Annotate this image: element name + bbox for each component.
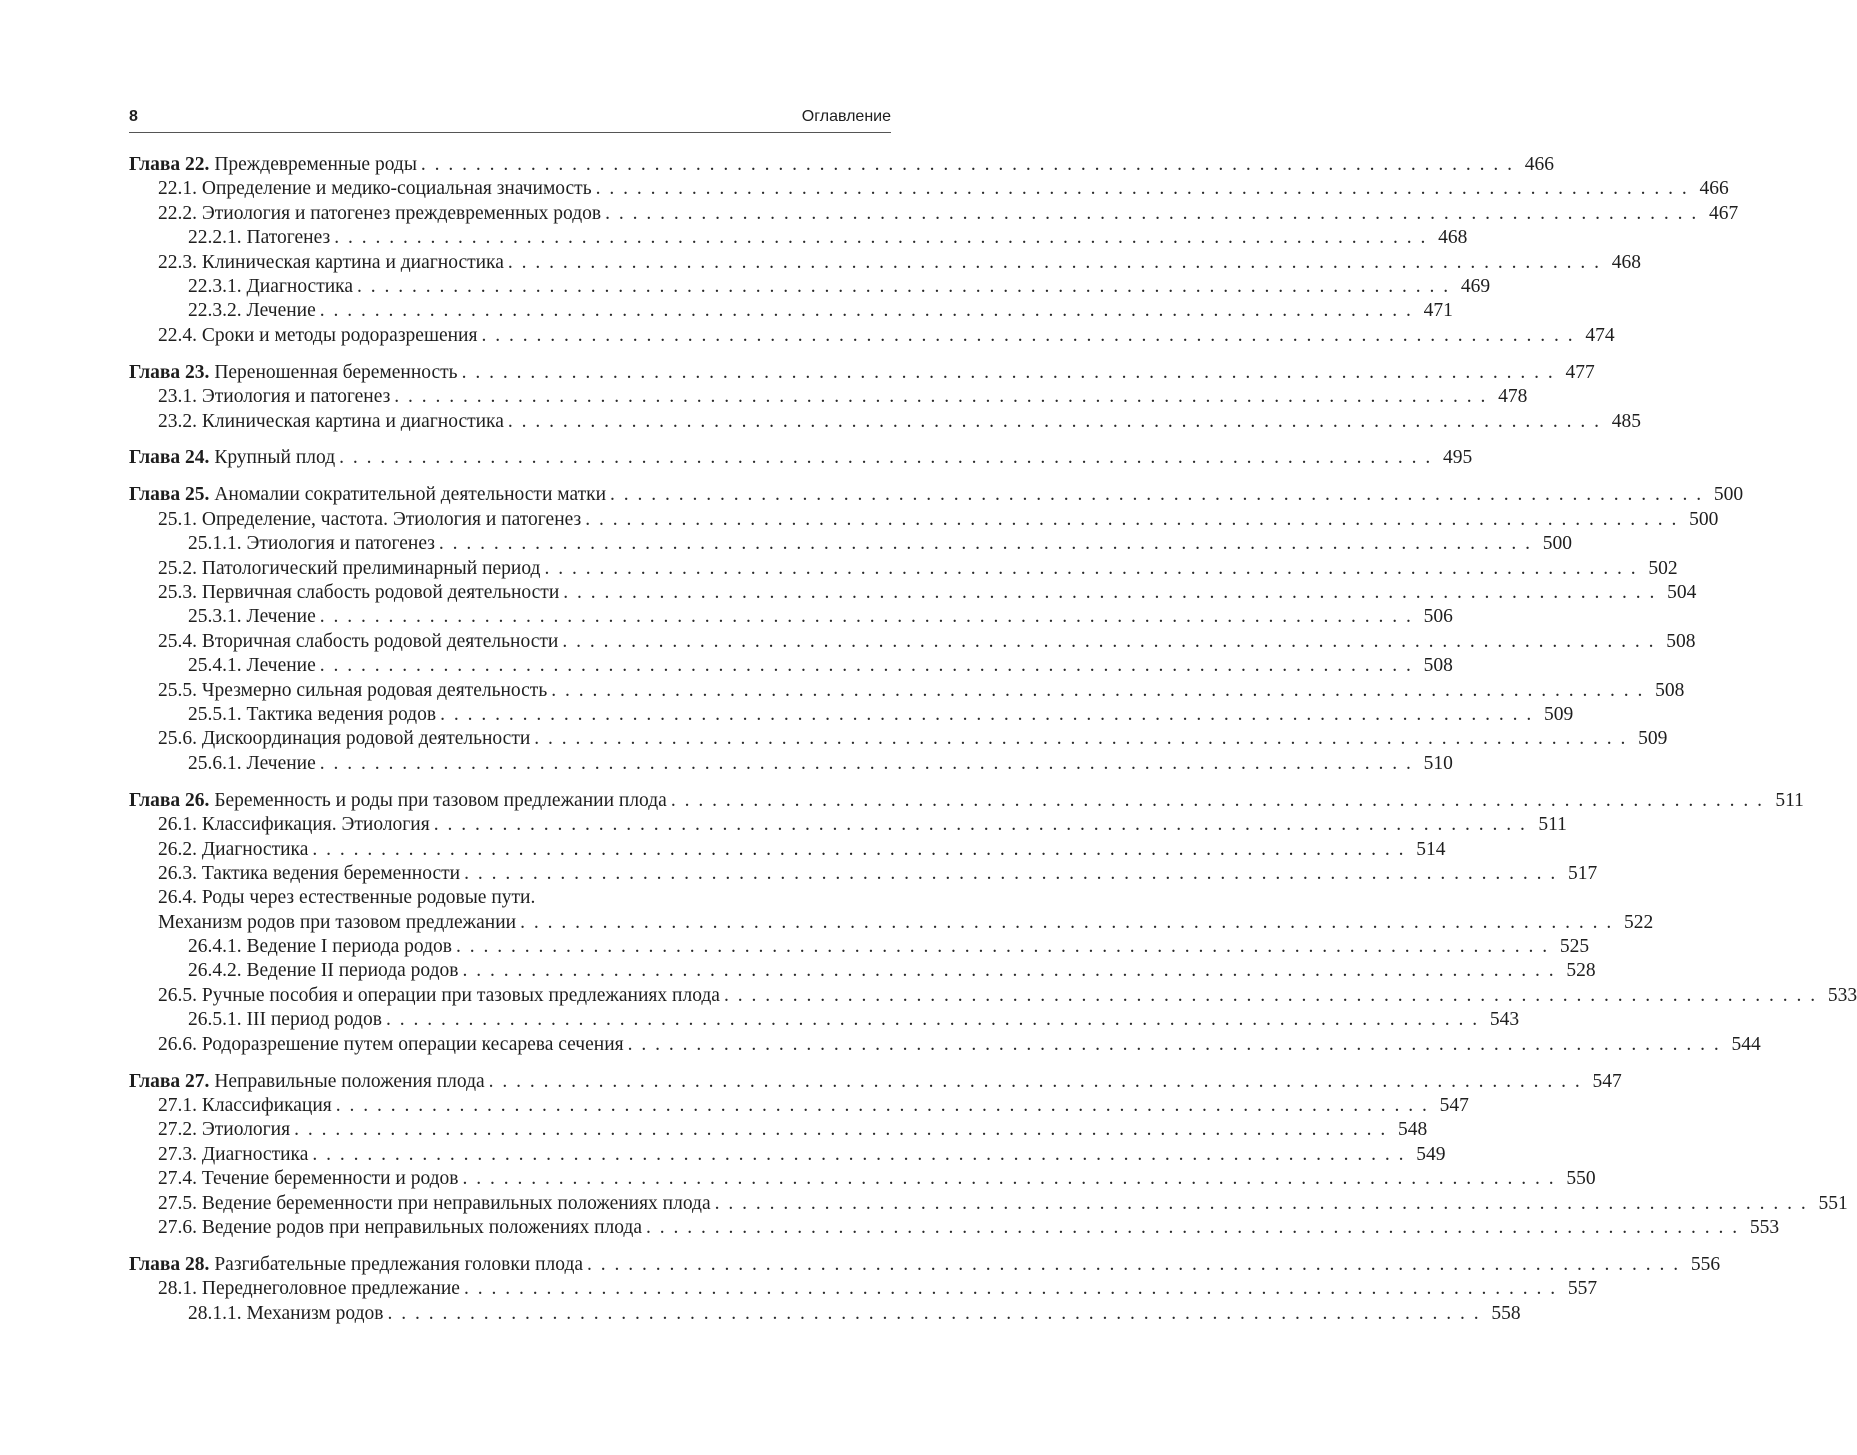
chapter-label: Глава 26. xyxy=(129,789,210,811)
toc-entry-title xyxy=(188,935,452,959)
toc-chapter-entry[interactable] xyxy=(129,153,1555,177)
entry-title-text: 27.4. Течение беременности и родов xyxy=(158,1168,459,1190)
toc-entry-title xyxy=(188,752,316,776)
toc-chapter-entry[interactable] xyxy=(129,361,1595,385)
entry-title-text: 22.4. Сроки и методы родоразрешения xyxy=(158,324,478,346)
chapter-label: Глава 25. xyxy=(129,484,210,506)
toc-entry-title xyxy=(158,813,430,837)
toc-entry-title xyxy=(129,789,667,813)
toc-entry-title xyxy=(158,838,308,862)
toc-section-entry[interactable] xyxy=(129,752,1453,776)
page-ref: 528 xyxy=(1566,960,1596,982)
page-ref: 508 xyxy=(1423,655,1453,677)
dot-leader: . . . . . . . . . . . . . . . . . . . . . . . . . . . . . . . . . . . . . . . . . . . . . . . . . . . . . . . . . . . . . . . . . . . . . . . . . . . . . . . . xyxy=(551,679,1645,701)
dot-leader: . . . . . . . . . . . . . . . . . . . . . . . . . . . . . . . . . . . . . . . . . . . . . . . . . . . . . . . . . . . . . . . . . . . . . . . . . . . . . . . . xyxy=(714,1192,1808,1214)
toc-section-entry[interactable] xyxy=(129,862,1598,886)
dot-leader: . . . . . . . . . . . . . . . . . . . . . . . . . . . . . . . . . . . . . . . . . . . . . . . . . . . . . . . . . . . . . . . . . . . . . . . . . . . . . . . . xyxy=(334,227,1428,249)
dot-leader: . . . . . . . . . . . . . . . . . . . . . . . . . . . . . . . . . . . . . . . . . . . . . . . . . . . . . . . . . . . . . . . . . . . . . . . . . . . . . . . . xyxy=(433,814,1527,836)
dot-leader: . . . . . . . . . . . . . . . . . . . . . . . . . . . . . . . . . . . . . . . . . . . . . . . . . . . . . . . . . . . . . . . . . . . . . . . . . . . . . . . . xyxy=(605,202,1699,224)
toc-entry-title xyxy=(158,1143,308,1167)
toc-entry-title xyxy=(129,153,417,177)
page-ref: 471 xyxy=(1423,300,1453,322)
dot-leader: . . . . . . . . . . . . . . . . . . . . . . . . . . . . . . . . . . . . . . . . . . . . . . . . . . . . . . . . . . . . . . . . . . . . . . . . . . . . . . . . xyxy=(294,1119,1388,1141)
toc-section-entry[interactable] xyxy=(129,177,1729,201)
dot-leader: . . . . . . . . . . . . . . . . . . . . . . . . . . . . . . . . . . . . . . . . . . . . . . . . . . . . . . . . . . . . . . . . . . . . . . . . . . . . . . . . xyxy=(488,1070,1582,1092)
entry-title-text: 26.4. Роды через естественные родовые пути. xyxy=(158,887,536,909)
page-ref: 508 xyxy=(1655,679,1685,701)
toc-section-entry[interactable] xyxy=(129,1216,1780,1240)
dot-leader: . . . . . . . . . . . . . . . . . . . . . . . . . . . . . . . . . . . . . . . . . . . . . . . . . . . . . . . . . . . . . . . . . . . . . . . . . . . . . . . . xyxy=(534,728,1628,750)
entry-title-text: 27.3. Диагностика xyxy=(158,1143,309,1165)
toc-entry-title xyxy=(158,1167,459,1191)
chapter-label: Глава 27. xyxy=(129,1070,210,1092)
toc-entry-title xyxy=(129,446,335,470)
dot-leader: . . . . . . . . . . . . . . . . . . . . . . . . . . . . . . . . . . . . . . . . . . . . . . . . . . . . . . . . . . . . . . . . . . . . . . . . . . . . . . . . xyxy=(585,508,1679,530)
page-ref: 466 xyxy=(1699,178,1729,200)
toc-entry-title xyxy=(188,654,316,678)
page-ref: 556 xyxy=(1690,1253,1721,1275)
entry-title-text: 26.2. Диагностика xyxy=(158,838,309,860)
dot-leader: . . . . . . . . . . . . . . . . . . . . . . . . . . . . . . . . . . . . . . . . . . . . . . . . . . . . . . . . . . . . . . . . . . . . . . . . . . . . . . . . xyxy=(339,447,1433,469)
toc-entry-title xyxy=(158,202,601,226)
toc-section-entry[interactable] xyxy=(129,202,1739,226)
toc-section-entry[interactable] xyxy=(129,959,1596,983)
toc-entry-title xyxy=(188,532,435,556)
toc-section-entry[interactable] xyxy=(129,1192,1848,1216)
toc-entry-title xyxy=(158,410,504,434)
dot-leader: . . . . . . . . . . . . . . . . . . . . . . . . . . . . . . . . . . . . . . . . . . . . . . . . . . . . . . . . . . . . . . . . . . . . . . . . . . . . . . . . xyxy=(319,655,1413,677)
dot-leader: . . . . . . . . . . . . . . . . . . . . . . . . . . . . . . . . . . . . . . . . . . . . . . . . . . . . . . . . . . . . . . . . . . . . . . . . . . . . . . . . xyxy=(312,1143,1406,1165)
page-ref: 478 xyxy=(1498,386,1528,408)
dot-leader: . . . . . . . . . . . . . . . . . . . . . . . . . . . . . . . . . . . . . . . . . . . . . . . . . . . . . . . . . . . . . . . . . . . . . . . . . . . . . . . . xyxy=(394,386,1488,408)
toc-entry-title xyxy=(188,703,436,727)
toc-entry-title xyxy=(188,226,330,250)
toc-entry-title xyxy=(158,557,540,581)
entry-title-text: 23.1. Этиология и патогенез xyxy=(158,386,391,408)
page-header xyxy=(129,106,891,133)
toc-section-entry[interactable] xyxy=(129,557,1678,581)
toc-section-entry[interactable] xyxy=(129,813,1567,837)
entry-title-text: 27.5. Ведение беременности при неправильных положениях плода xyxy=(158,1192,711,1214)
entry-title-text: 25.6.1. Лечение xyxy=(188,752,316,774)
entry-title-text: 25.2. Патологический прелиминарный период xyxy=(158,557,541,579)
page-ref: 495 xyxy=(1443,447,1473,469)
page-ref: 550 xyxy=(1566,1168,1596,1190)
page-ref: 469 xyxy=(1460,275,1491,297)
page-ref: 502 xyxy=(1648,557,1678,579)
dot-leader: . . . . . . . . . . . . . . . . . . . . . . . . . . . . . . . . . . . . . . . . . . . . . . . . . . . . . . . . . . . . . . . . . . . . . . . . . . . . . . . . xyxy=(385,1009,1480,1031)
toc-section-entry[interactable] xyxy=(129,299,1453,323)
entry-title-text: Неправильные положения плода xyxy=(214,1070,485,1092)
page-ref: 514 xyxy=(1416,838,1446,860)
entry-title-text: 25.1. Определение, частота. Этиология и патогенез xyxy=(158,508,582,530)
toc-section-entry[interactable] xyxy=(129,532,1573,556)
page-ref: 509 xyxy=(1543,703,1574,725)
page-ref: 468 xyxy=(1438,227,1468,249)
page-ref: 557 xyxy=(1567,1278,1598,1300)
dot-leader: . . . . . . . . . . . . . . . . . . . . . . . . . . . . . . . . . . . . . . . . . . . . . . . . . . . . . . . . . . . . . . . . . . . . . . . . . . . . . . . . xyxy=(595,178,1689,200)
page-ref: 485 xyxy=(1611,410,1642,432)
page-ref: 549 xyxy=(1416,1143,1446,1165)
entry-title-text: Переношенная беременность xyxy=(214,361,458,383)
page-ref: 500 xyxy=(1689,508,1719,530)
dot-leader: . . . . . . . . . . . . . . . . . . . . . . . . . . . . . . . . . . . . . . . . . . . . . . . . . . . . . . . . . . . . . . . . . . . . . . . . . . . . . . . . xyxy=(627,1033,1721,1055)
entry-title-text: Аномалии сократительной деятельности матки xyxy=(214,484,607,506)
page-ref: 510 xyxy=(1423,752,1453,774)
page-ref: 544 xyxy=(1731,1033,1761,1055)
toc-section-entry[interactable] xyxy=(129,251,1642,275)
dot-leader: . . . . . . . . . . . . . . . . . . . . . . . . . . . . . . . . . . . . . . . . . . . . . . . . . . . . . . . . . . . . . . . . . . . . . . . . . . . . . . . . xyxy=(438,533,1533,555)
dot-leader: . . . . . . . . . . . . . . . . . . . . . . . . . . . . . . . . . . . . . . . . . . . . . . . . . . . . . . . . . . . . . . . . . . . . . . . . . . . . . . . . xyxy=(335,1095,1429,1117)
entry-title-text: 22.2. Этиология и патогенез преждевременных родов xyxy=(158,202,602,224)
toc-entry-title xyxy=(158,984,720,1008)
toc-section-entry[interactable] xyxy=(129,508,1719,532)
toc-entry-title xyxy=(158,1118,290,1142)
toc-section-entry[interactable] xyxy=(129,679,1685,703)
entry-title-text: 26.1. Классификация. Этиология xyxy=(158,814,430,836)
toc-entry-title xyxy=(158,886,535,910)
page-ref: 543 xyxy=(1489,1009,1520,1031)
page-ref: 511 xyxy=(1538,814,1567,836)
page-ref: 506 xyxy=(1423,606,1453,628)
toc-chapter-entry[interactable] xyxy=(129,1070,1622,1094)
dot-leader: . . . . . . . . . . . . . . . . . . . . . . . . . . . . . . . . . . . . . . . . . . . . . . . . . . . . . . . . . . . . . . . . . . . . . . . . . . . . . . . . xyxy=(723,984,1818,1006)
entry-title-text: Преждевременные роды xyxy=(214,154,417,175)
dot-leader: . . . . . . . . . . . . . . . . . . . . . . . . . . . . . . . . . . . . . . . . . . . . . . . . . . . . . . . . . . . . . . . . . . . . . . . . . . . . . . . . xyxy=(610,484,1704,506)
page-ref: 477 xyxy=(1565,361,1595,383)
toc-section-entry[interactable] xyxy=(129,703,1574,727)
page-ref: 508 xyxy=(1666,630,1696,652)
toc-entry-title xyxy=(158,324,477,348)
page-ref: 468 xyxy=(1611,251,1642,273)
toc-entry-title xyxy=(158,385,390,409)
entry-title-text: Беременность и роды при тазовом предлежании плода xyxy=(214,789,667,811)
toc-entry-title xyxy=(158,1094,332,1118)
toc-entry-title xyxy=(158,1216,642,1240)
dot-leader: . . . . . . . . . . . . . . . . . . . . . . . . . . . . . . . . . . . . . . . . . . . . . . . . . . . . . . . . . . . . . . . . . . . . . . . . . . . . . . . . xyxy=(544,557,1638,579)
toc-section-entry[interactable] xyxy=(129,1143,1446,1167)
dot-leader: . . . . . . . . . . . . . . . . . . . . . . . . . . . . . . . . . . . . . . . . . . . . . . . . . . . . . . . . . . . . . . . . . . . . . . . . . . . . . . . . xyxy=(440,703,1534,725)
dot-leader: . . . . . . . . . . . . . . . . . . . . . . . . . . . . . . . . . . . . . . . . . . . . . . . . . . . . . . . . . . . . . . . . . . . . . . . . . . . . . . . . xyxy=(387,1302,1481,1324)
toc-entry-title xyxy=(129,1070,485,1094)
page-ref: 533 xyxy=(1827,984,1857,1006)
entry-title-text: 23.2. Клиническая картина и диагностика xyxy=(158,410,504,432)
dot-leader: . . . . . . . . . . . . . . . . . . . . . . . . . . . . . . . . . . . . . . . . . . . . . . . . . . . . . . . . . . . . . . . . . . . . . . . . . . . . . . . . xyxy=(646,1216,1740,1238)
page-ref: 522 xyxy=(1623,911,1654,933)
toc-entry-title xyxy=(129,1253,583,1277)
entry-title-text: 22.3. Клиническая картина и диагностика xyxy=(158,251,504,273)
toc-entry-title xyxy=(158,581,559,605)
entry-title-text: 25.4. Вторичная слабость родовой деятельности xyxy=(158,630,559,652)
entry-title-text: 25.4.1. Лечение xyxy=(188,655,316,677)
entry-title-text: 25.5. Чрезмерно сильная родовая деятельность xyxy=(158,679,548,701)
dot-leader: . . . . . . . . . . . . . . . . . . . . . . . . . . . . . . . . . . . . . . . . . . . . . . . . . . . . . . . . . . . . . . . . . . . . . . . . . . . . . . . . xyxy=(461,361,1555,383)
chapter-label: Глава 22. xyxy=(129,154,210,175)
entry-title-text: 25.3. Первичная слабость родовой деятельности xyxy=(158,582,560,604)
toc-entry-title xyxy=(158,1033,624,1057)
toc-section-entry[interactable] xyxy=(129,1033,1761,1057)
toc-entry-title xyxy=(188,275,353,299)
entry-title-text: 27.6. Ведение родов при неправильных положениях плода xyxy=(158,1216,642,1238)
toc-section-entry[interactable] xyxy=(129,935,1590,959)
toc-section-entry[interactable] xyxy=(129,1302,1521,1326)
toc-section-entry[interactable] xyxy=(129,385,1528,409)
toc-entry-title xyxy=(158,177,592,201)
toc-entry-title xyxy=(129,483,606,507)
entry-title-text: 22.2.1. Патогенез xyxy=(188,227,331,249)
toc-section-entry[interactable] xyxy=(129,886,891,910)
toc-section-entry[interactable] xyxy=(129,838,1446,862)
dot-leader: . . . . . . . . . . . . . . . . . . . . . . . . . . . . . . . . . . . . . . . . . . . . . . . . . . . . . . . . . . . . . . . . . . . . . . . . . . . . . . . . xyxy=(507,410,1602,432)
entry-title-text: Механизм родов при тазовом предлежании xyxy=(158,911,517,933)
page-ref: 553 xyxy=(1749,1216,1780,1238)
page-ref: 500 xyxy=(1542,533,1573,555)
dot-leader: . . . . . . . . . . . . . . . . . . . . . . . . . . . . . . . . . . . . . . . . . . . . . . . . . . . . . . . . . . . . . . . . . . . . . . . . . . . . . . . . xyxy=(319,300,1413,322)
toc-chapter-entry[interactable] xyxy=(129,789,1804,813)
page-ref: 547 xyxy=(1439,1095,1469,1117)
page-ref: 511 xyxy=(1775,789,1804,811)
toc-entry-title xyxy=(158,1277,460,1301)
entry-title-text: Разгибательные предлежания головки плода xyxy=(214,1253,584,1275)
page-ref: 500 xyxy=(1713,484,1744,506)
toc-section-entry[interactable] xyxy=(129,1008,1520,1032)
entry-title-text: 26.5.1. III период родов xyxy=(188,1009,382,1031)
chapter-label: Глава 28. xyxy=(129,1253,210,1275)
entry-title-text: 26.4.1. Ведение I периода родов xyxy=(188,936,452,958)
toc-section-entry[interactable] xyxy=(129,727,1668,751)
toc-entry-title xyxy=(188,605,316,629)
page-ref: 548 xyxy=(1397,1119,1428,1141)
toc-section-entry[interactable] xyxy=(129,1118,1428,1142)
toc-chapter-entry[interactable] xyxy=(129,1253,1721,1277)
entry-title-text: 28.1.1. Механизм родов xyxy=(188,1302,384,1324)
toc-entry-title xyxy=(158,679,547,703)
entry-title-text: 22.3.1. Диагностика xyxy=(188,275,354,297)
dot-leader: . . . . . . . . . . . . . . . . . . . . . . . . . . . . . . . . . . . . . . . . . . . . . . . . . . . . . . . . . . . . . . . . . . . . . . . . . . . . . . . . xyxy=(462,960,1556,982)
toc-section-entry[interactable] xyxy=(129,1167,1596,1191)
toc-entry-title xyxy=(188,1008,382,1032)
toc-section-entry[interactable] xyxy=(129,984,1857,1008)
page-ref: 517 xyxy=(1567,862,1598,884)
toc-section-entry[interactable] xyxy=(129,1277,1598,1301)
dot-leader: . . . . . . . . . . . . . . . . . . . . . . . . . . . . . . . . . . . . . . . . . . . . . . . . . . . . . . . . . . . . . . . . . . . . . . . . . . . . . . . . xyxy=(670,789,1764,811)
toc-section-entry[interactable] xyxy=(129,410,1642,434)
toc-entry-title xyxy=(158,727,530,751)
page-ref: 467 xyxy=(1708,202,1739,224)
running-head: Оглавление xyxy=(801,108,891,125)
entry-title-text: 25.5.1. Тактика ведения родов xyxy=(188,703,437,725)
dot-leader: . . . . . . . . . . . . . . . . . . . . . . . . . . . . . . . . . . . . . . . . . . . . . . . . . . . . . . . . . . . . . . . . . . . . . . . . . . . . . . . . xyxy=(312,838,1406,860)
toc-section-entry[interactable] xyxy=(129,630,1696,654)
entry-title-text: Крупный плод xyxy=(214,447,336,469)
toc-section-entry[interactable] xyxy=(129,324,1615,348)
page-ref: 558 xyxy=(1491,1302,1521,1324)
entry-title-text: 22.3.2. Лечение xyxy=(188,300,316,322)
dot-leader: . . . . . . . . . . . . . . . . . . . . . . . . . . . . . . . . . . . . . . . . . . . . . . . . . . . . . . . . . . . . . . . . . . . . . . . . . . . . . . . . xyxy=(562,630,1656,652)
toc-section-entry[interactable] xyxy=(129,1094,1469,1118)
chapter-label: Глава 24. xyxy=(129,447,210,469)
entry-title-text: 27.1. Классификация xyxy=(158,1095,332,1117)
page-number: 8 xyxy=(129,108,138,125)
dot-leader: . . . . . . . . . . . . . . . . . . . . . . . . . . . . . . . . . . . . . . . . . . . . . . . . . . . . . . . . . . . . . . . . . . . . . . . . . . . . . . . . xyxy=(563,582,1657,604)
entry-title-text: 28.1. Переднеголовное предлежание xyxy=(158,1278,460,1300)
toc-chapter-entry[interactable] xyxy=(129,483,1744,507)
entry-title-text: 25.6. Дискоординация родовой деятельности xyxy=(158,728,531,750)
page-ref: 547 xyxy=(1592,1070,1622,1092)
dot-leader: . . . . . . . . . . . . . . . . . . . . . . . . . . . . . . . . . . . . . . . . . . . . . . . . . . . . . . . . . . . . . . . . . . . . . . . . . . . . . . . . xyxy=(520,911,1614,933)
dot-leader: . . . . . . . . . . . . . . . . . . . . . . . . . . . . . . . . . . . . . . . . . . . . . . . . . . . . . . . . . . . . . . . . . . . . . . . . . . . . . . . . xyxy=(319,752,1413,774)
entry-title-text: 26.5. Ручные пособия и операции при тазовых предлежаниях плода xyxy=(158,984,720,1006)
entry-title-text: 26.6. Родоразрешение путем операции кесарева сечения xyxy=(158,1033,624,1055)
toc-entry-title xyxy=(188,1302,383,1326)
entry-title-text: 22.1. Определение и медико-социальная значимость xyxy=(158,178,592,200)
toc-entry-title xyxy=(158,862,460,886)
dot-leader: . . . . . . . . . . . . . . . . . . . . . . . . . . . . . . . . . . . . . . . . . . . . . . . . . . . . . . . . . . . . . . . . . . . . . . . . . . . . . . . . xyxy=(463,1278,1558,1300)
page-ref: 525 xyxy=(1559,936,1590,958)
toc-section-entry[interactable] xyxy=(129,226,1468,250)
page-ref: 509 xyxy=(1638,728,1668,750)
dot-leader: . . . . . . . . . . . . . . . . . . . . . . . . . . . . . . . . . . . . . . . . . . . . . . . . . . . . . . . . . . . . . . . . . . . . . . . . . . . . . . . . xyxy=(420,154,1515,175)
entry-title-text: 26.3. Тактика ведения беременности xyxy=(158,862,461,884)
page-ref: 466 xyxy=(1524,154,1555,175)
toc-chapter-entry[interactable] xyxy=(129,446,1473,470)
toc-entry-title xyxy=(188,959,458,983)
page-ref: 504 xyxy=(1667,582,1697,604)
page-ref: 474 xyxy=(1585,324,1615,346)
toc-entry-title xyxy=(188,299,316,323)
toc-section-entry[interactable] xyxy=(129,275,1491,299)
dot-leader: . . . . . . . . . . . . . . . . . . . . . . . . . . . . . . . . . . . . . . . . . . . . . . . . . . . . . . . . . . . . . . . . . . . . . . . . . . . . . . . . xyxy=(464,862,1558,884)
entry-title-text: 26.4.2. Ведение II периода родов xyxy=(188,960,459,982)
toc-entry-title xyxy=(158,630,558,654)
dot-leader: . . . . . . . . . . . . . . . . . . . . . . . . . . . . . . . . . . . . . . . . . . . . . . . . . . . . . . . . . . . . . . . . . . . . . . . . . . . . . . . . xyxy=(357,275,1451,297)
entry-title-text: 27.2. Этиология xyxy=(158,1119,291,1141)
chapter-label: Глава 23. xyxy=(129,361,210,383)
dot-leader: . . . . . . . . . . . . . . . . . . . . . . . . . . . . . . . . . . . . . . . . . . . . . . . . . . . . . . . . . . . . . . . . . . . . . . . . . . . . . . . . xyxy=(481,324,1575,346)
dot-leader: . . . . . . . . . . . . . . . . . . . . . . . . . . . . . . . . . . . . . . . . . . . . . . . . . . . . . . . . . . . . . . . . . . . . . . . . . . . . . . . . xyxy=(455,936,1550,958)
toc-section-entry[interactable] xyxy=(129,581,1697,605)
toc-section-entry[interactable] xyxy=(129,911,1654,935)
table-of-contents xyxy=(129,153,1857,1326)
dot-leader: . . . . . . . . . . . . . . . . . . . . . . . . . . . . . . . . . . . . . . . . . . . . . . . . . . . . . . . . . . . . . . . . . . . . . . . . . . . . . . . . xyxy=(462,1168,1556,1190)
entry-title-text: 25.1.1. Этиология и патогенез xyxy=(188,533,435,555)
entry-title-text: 25.3.1. Лечение xyxy=(188,606,316,628)
dot-leader: . . . . . . . . . . . . . . . . . . . . . . . . . . . . . . . . . . . . . . . . . . . . . . . . . . . . . . . . . . . . . . . . . . . . . . . . . . . . . . . . xyxy=(507,251,1602,273)
toc-entry-title xyxy=(158,911,516,935)
toc-section-entry[interactable] xyxy=(129,654,1453,678)
toc-entry-title xyxy=(158,1192,711,1216)
dot-leader: . . . . . . . . . . . . . . . . . . . . . . . . . . . . . . . . . . . . . . . . . . . . . . . . . . . . . . . . . . . . . . . . . . . . . . . . . . . . . . . . xyxy=(587,1253,1681,1275)
dot-leader: . . . . . . . . . . . . . . . . . . . . . . . . . . . . . . . . . . . . . . . . . . . . . . . . . . . . . . . . . . . . . . . . . . . . . . . . . . . . . . . . xyxy=(319,606,1413,628)
page-ref: 551 xyxy=(1818,1192,1848,1214)
toc-section-entry[interactable] xyxy=(129,605,1453,629)
toc-entry-title xyxy=(129,361,458,385)
toc-entry-title xyxy=(158,251,504,275)
toc-entry-title xyxy=(158,508,581,532)
